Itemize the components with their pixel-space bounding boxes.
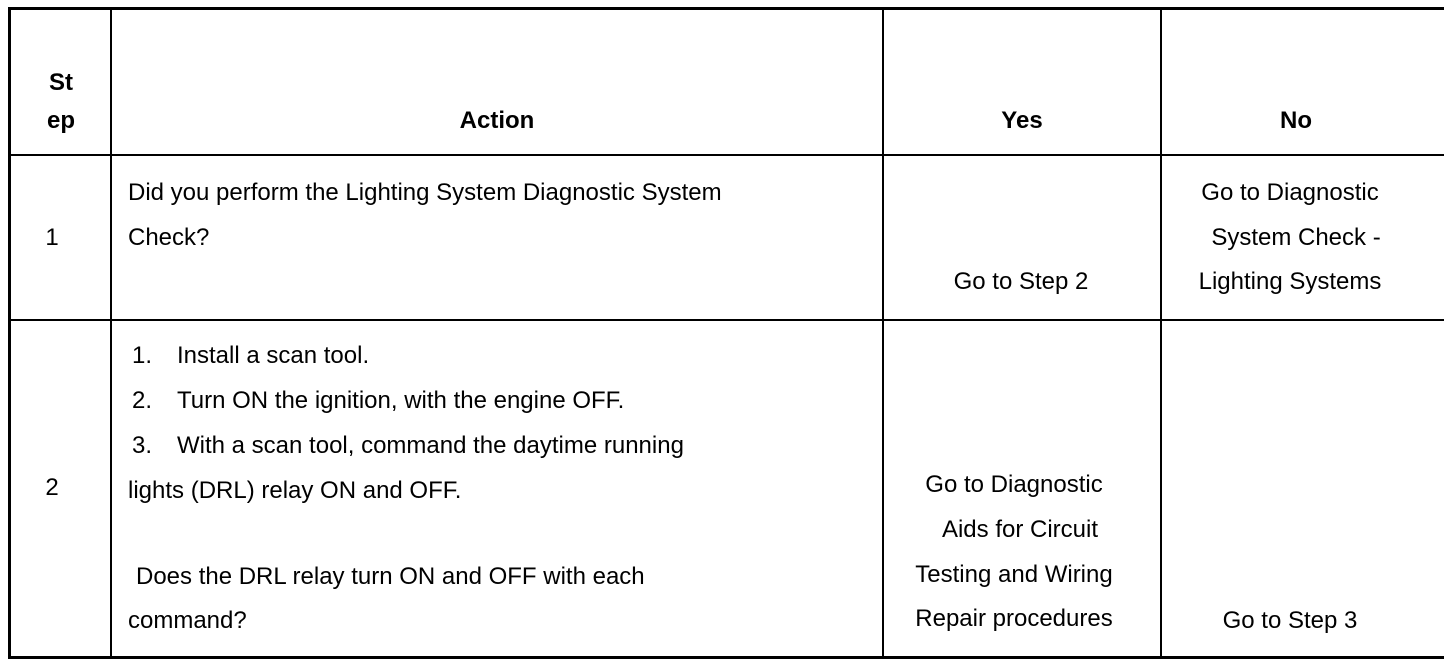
- row1-action-line2: Check?: [128, 224, 210, 251]
- row1-step: 1: [45, 224, 59, 251]
- row2-item3-continued: lights (DRL) relay ON and OFF.: [128, 477, 462, 504]
- row2-yes-line3: Testing and Wiring: [915, 561, 1113, 588]
- row2-item1-number: 1.: [132, 342, 153, 369]
- row2-yes-line4: Repair procedures: [915, 605, 1113, 632]
- row2-item2-text: Turn ON the ignition, with the engine OFF.: [177, 387, 625, 414]
- row2-yes-line1: Go to Diagnostic: [925, 471, 1103, 498]
- row2-item3-text: With a scan tool, command the daytime running: [177, 432, 684, 459]
- row2-item2-number: 2.: [132, 387, 153, 414]
- row-divider-header: [9, 154, 1444, 156]
- header-step-line1: St: [49, 69, 73, 96]
- row1-yes: Go to Step 2: [953, 268, 1089, 295]
- row2-no: Go to Step 3: [1222, 607, 1358, 634]
- row1-action-line1: Did you perform the Lighting System Diagnostic System: [128, 179, 722, 206]
- row2-item3-number: 3.: [132, 432, 153, 459]
- header-yes: Yes: [1001, 107, 1043, 134]
- row1-no-line2: System Check -: [1211, 224, 1381, 251]
- row2-question-line1: Does the DRL relay turn ON and OFF with each: [136, 563, 645, 590]
- header-step-line2: ep: [46, 107, 75, 134]
- row2-question-line2: command?: [128, 607, 247, 634]
- row2-item1-text: Install a scan tool.: [177, 342, 370, 369]
- row1-no-line1: Go to Diagnostic: [1201, 179, 1379, 206]
- row2-yes-line2: Aids for Circuit: [941, 516, 1099, 543]
- header-action: Action: [459, 107, 535, 134]
- row-divider-row1: [9, 319, 1444, 321]
- row1-no-line3: Lighting Systems: [1198, 268, 1382, 295]
- header-no: No: [1280, 107, 1312, 134]
- row2-step: 2: [45, 474, 59, 501]
